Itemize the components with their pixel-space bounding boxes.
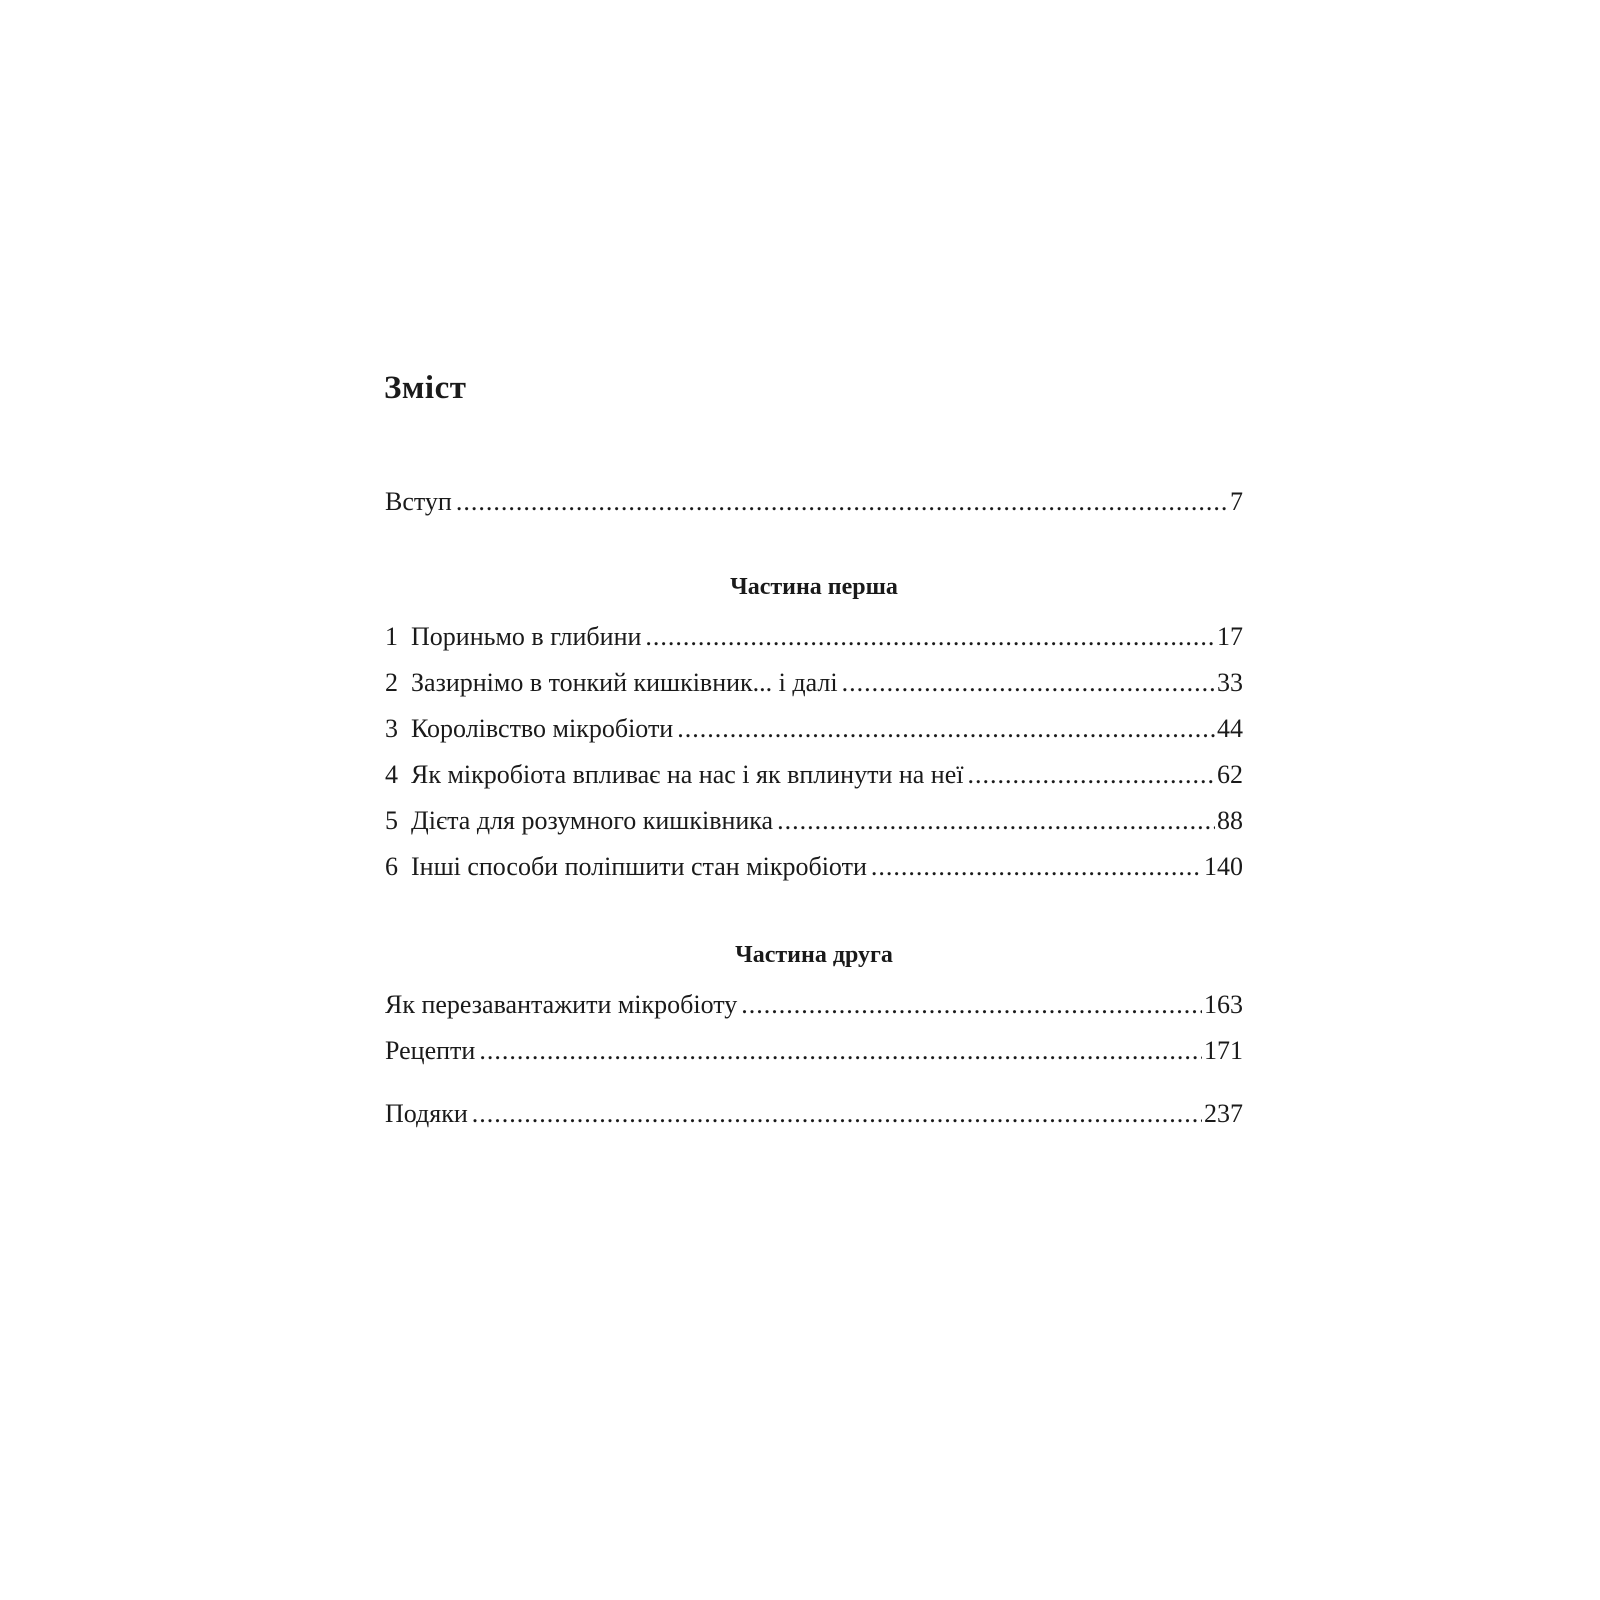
dot-leader	[677, 712, 1215, 746]
dot-leader	[456, 485, 1228, 519]
dot-leader	[871, 850, 1202, 884]
toc-entry-label: Як перезавантажити мікробіоту	[385, 990, 738, 1019]
toc-entry-label: Рецепти	[385, 1036, 476, 1065]
chapter-number: 5	[385, 806, 398, 835]
dot-leader	[968, 758, 1216, 792]
toc-entry-page: 17	[1217, 622, 1243, 651]
toc-entry-chapter-6[interactable]	[385, 850, 1243, 884]
chapter-number: 1	[385, 622, 398, 651]
toc-entry-page: 140	[1204, 852, 1243, 881]
toc-entry-page: 44	[1217, 714, 1243, 743]
toc-entry-label: Королівство мікробіоти	[411, 714, 674, 743]
toc-entry-page: 7	[1230, 487, 1243, 516]
toc-entry-page: 62	[1217, 760, 1243, 789]
toc-entry-page: 163	[1204, 990, 1243, 1019]
toc-entry-page: 171	[1204, 1036, 1243, 1065]
dot-leader	[472, 1097, 1202, 1131]
dot-leader	[741, 988, 1202, 1022]
toc-entry-page: 88	[1217, 806, 1243, 835]
toc-entry-page: 33	[1217, 668, 1243, 697]
chapter-number: 6	[385, 852, 398, 881]
toc-entry-acknowledgements[interactable]	[385, 1097, 1243, 1131]
toc-entry-label: Дієта для розумного кишківника	[411, 806, 774, 835]
toc-entry-intro[interactable]	[385, 485, 1243, 519]
toc-entry-recipes[interactable]	[385, 1034, 1243, 1068]
toc-entry-chapter-5[interactable]	[385, 804, 1243, 838]
toc-entry-page: 237	[1204, 1099, 1243, 1128]
toc-entry-label: Вступ	[385, 487, 452, 516]
dot-leader	[777, 804, 1215, 838]
chapter-number: 2	[385, 668, 398, 697]
toc-entry-label: Як мікробіота впливає на нас і як вплинути на неї	[411, 760, 964, 789]
toc-entry-label: Інші способи поліпшити стан мікробіоти	[411, 852, 867, 881]
toc-entry-chapter-2[interactable]	[385, 666, 1243, 700]
chapter-number: 4	[385, 760, 398, 789]
dot-leader	[842, 666, 1215, 700]
toc-entry-chapter-3[interactable]	[385, 712, 1243, 746]
toc-entry-label: Подяки	[385, 1099, 468, 1128]
toc-entry-chapter-4[interactable]	[385, 758, 1243, 792]
toc-entry-label: Зазирнімо в тонкий кишківник... і далі	[411, 668, 838, 697]
part-one-heading: Частина перша	[730, 574, 898, 600]
chapter-number: 3	[385, 714, 398, 743]
toc-entry-reset-microbiota[interactable]	[385, 988, 1243, 1022]
toc-entry-label: Пориньмо в глибини	[411, 622, 642, 651]
dot-leader	[479, 1034, 1202, 1068]
dot-leader	[645, 620, 1215, 654]
page-title: Зміст	[384, 370, 467, 406]
part-two-heading: Частина друга	[735, 942, 893, 968]
toc-entry-chapter-1[interactable]	[385, 620, 1243, 654]
